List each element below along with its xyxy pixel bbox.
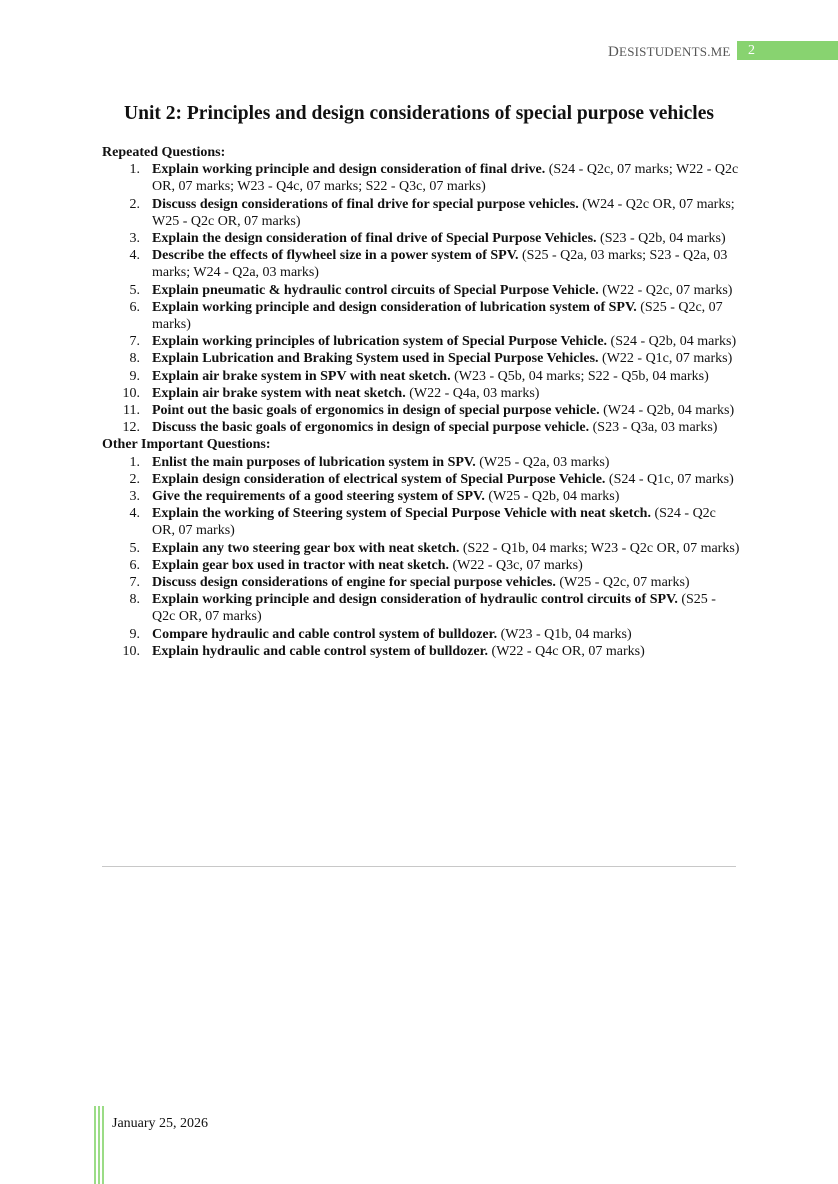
question-number: 8. [129,592,140,608]
question-item [102,471,742,488]
question-number: 7. [129,334,140,350]
question-item [102,282,742,299]
question-references: (W24 - Q2c OR, 07 marks; W25 - Q2c OR, 07 marks) [152,196,735,229]
section-repeated-questions [102,144,742,436]
question-number: 3. [129,489,140,505]
question-number: 4. [129,248,140,264]
question-list [102,454,742,660]
question-number: 9. [129,368,140,384]
question-text: Explain gear box used in tractor with neat sketch. [152,557,449,573]
question-number: 12. [122,420,140,436]
accent-bar [94,1106,96,1184]
question-references: (S25 - Q2c, 07 marks) [152,299,723,333]
question-item [102,454,742,471]
question-item [102,333,742,350]
question-item [102,574,742,591]
site-name [608,44,731,61]
question-number: 1. [129,454,140,470]
question-text: Enlist the main purposes of lubrication system in SPV. [152,454,476,470]
question-text: Point out the basic goals of ergonomics in design of special purpose vehicle. [152,403,600,419]
question-item [102,557,742,574]
section-other-questions [102,436,742,660]
content-divider [102,866,736,867]
question-number: 6. [129,299,140,315]
question-text: Compare hydraulic and cable control system of bulldozer. [152,626,498,642]
page-title: Unit 2: Principles and design considerations of special purpose vehicles [124,103,714,124]
question-number: 1. [129,162,140,178]
question-references: (W23 - Q1b, 04 marks) [500,626,632,642]
question-references: (W22 - Q3c, 07 marks) [452,557,583,573]
question-text: Explain the design consideration of final drive of Special Purpose Vehicles. [152,231,597,247]
question-item [102,626,742,643]
question-content [102,144,742,660]
question-number: 6. [129,557,140,573]
question-references: (W25 - Q2c, 07 marks) [559,575,690,591]
question-item [102,161,742,195]
question-item [102,230,742,247]
footer-date: January 25, 2026 [112,1116,209,1131]
question-references: (S24 - Q2b, 04 marks) [610,334,737,350]
question-references: (W22 - Q4c OR, 07 marks) [491,643,645,659]
question-text: Explain Lubrication and Braking System used in Special Purpose Vehicles. [152,351,599,367]
question-number: 2. [129,471,140,487]
question-references: (S25 - Q2a, 03 marks; S23 - Q2a, 03 marks; W24 - Q2a, 03 marks) [152,248,728,281]
question-item [102,591,742,625]
question-item [102,419,742,436]
question-number: 8. [129,351,140,367]
question-number: 7. [129,575,140,591]
question-number: 5. [129,282,140,298]
site-name-initial: D [608,44,620,60]
question-text: Explain working principle and design consideration of lubrication system of SPV. [152,299,637,315]
question-text: Explain hydraulic and cable control system of bulldozer. [152,643,489,659]
question-item [102,402,742,419]
question-item [102,350,742,367]
question-number: 11. [123,403,140,419]
question-item [102,540,742,557]
question-references: (W22 - Q4a, 03 marks) [409,385,540,401]
question-number: 3. [129,231,140,247]
question-references: (S24 - Q2c OR, 07 marks) [152,506,716,539]
question-text: Explain working principle and design consideration of hydraulic control circuits of SPV. [152,592,678,608]
question-text: Explain air brake system in SPV with neat sketch. [152,368,451,384]
question-references: (W25 - Q2b, 04 marks) [488,489,620,505]
page-number-badge: 2 [737,41,838,60]
question-references: (W25 - Q2a, 03 marks) [479,454,610,470]
question-text: Discuss design considerations of engine for special purpose vehicles. [152,575,556,591]
section-heading: Repeated Questions: [102,145,226,160]
question-references: (S24 - Q1c, 07 marks) [608,471,734,487]
question-number: 4. [129,506,140,522]
question-text: Explain working principle and design consideration of final drive. [152,162,546,178]
question-references: (S23 - Q2b, 04 marks) [600,231,726,247]
question-text: Explain air brake system with neat sketch. [152,385,406,401]
question-item [102,488,742,505]
question-references: (S22 - Q1b, 04 marks; W23 - Q2c OR, 07 marks) [462,540,740,556]
question-text: Give the requirements of a good steering system of SPV. [152,489,485,505]
question-number: 2. [129,196,140,212]
question-references: (S23 - Q3a, 03 marks) [592,420,718,436]
question-number: 5. [129,540,140,556]
question-text: Explain any two steering gear box with neat sketch. [152,540,460,556]
question-number: 10. [122,643,140,659]
question-item [102,385,742,402]
question-references: (W23 - Q5b, 04 marks; S22 - Q5b, 04 marks) [454,368,709,384]
accent-bar [102,1106,104,1184]
question-item [102,368,742,385]
question-references: (S24 - Q2c, 07 marks; W22 - Q2c OR, 07 marks; W23 - Q4c, 07 marks; S22 - Q3c, 07 marks) [152,162,739,195]
question-item [102,247,742,281]
section-heading: Other Important Questions: [102,437,271,453]
question-list [102,161,742,436]
question-text: Describe the effects of flywheel size in a power system of SPV. [152,248,519,264]
question-text: Discuss the basic goals of ergonomics in design of special purpose vehicle. [152,420,590,436]
question-text: Explain working principles of lubrication system of Special Purpose Vehicle. [152,334,608,350]
question-text: Discuss design considerations of final drive for special purpose vehicles. [152,196,579,212]
question-item [102,643,742,660]
question-number: 9. [129,626,140,642]
question-text: Explain pneumatic & hydraulic control circuits of Special Purpose Vehicle. [152,282,599,298]
question-references: (W22 - Q1c, 07 marks) [602,351,733,367]
footer-accent-bars [94,1106,106,1184]
question-references: (W22 - Q2c, 07 marks) [602,282,733,298]
question-references: (W24 - Q2b, 04 marks) [603,403,735,419]
accent-bar [98,1106,100,1184]
question-item [102,299,742,333]
question-text: Explain design consideration of electrical system of Special Purpose Vehicle. [152,471,606,487]
question-number: 10. [122,385,140,401]
question-text: Explain the working of Steering system of Special Purpose Vehicle with neat sketch. [152,506,651,522]
question-references: (S25 - Q2c OR, 07 marks) [152,592,716,625]
question-item [102,196,742,230]
site-name-rest: ESISTUDENTS.ME [619,44,731,59]
question-item [102,505,742,539]
